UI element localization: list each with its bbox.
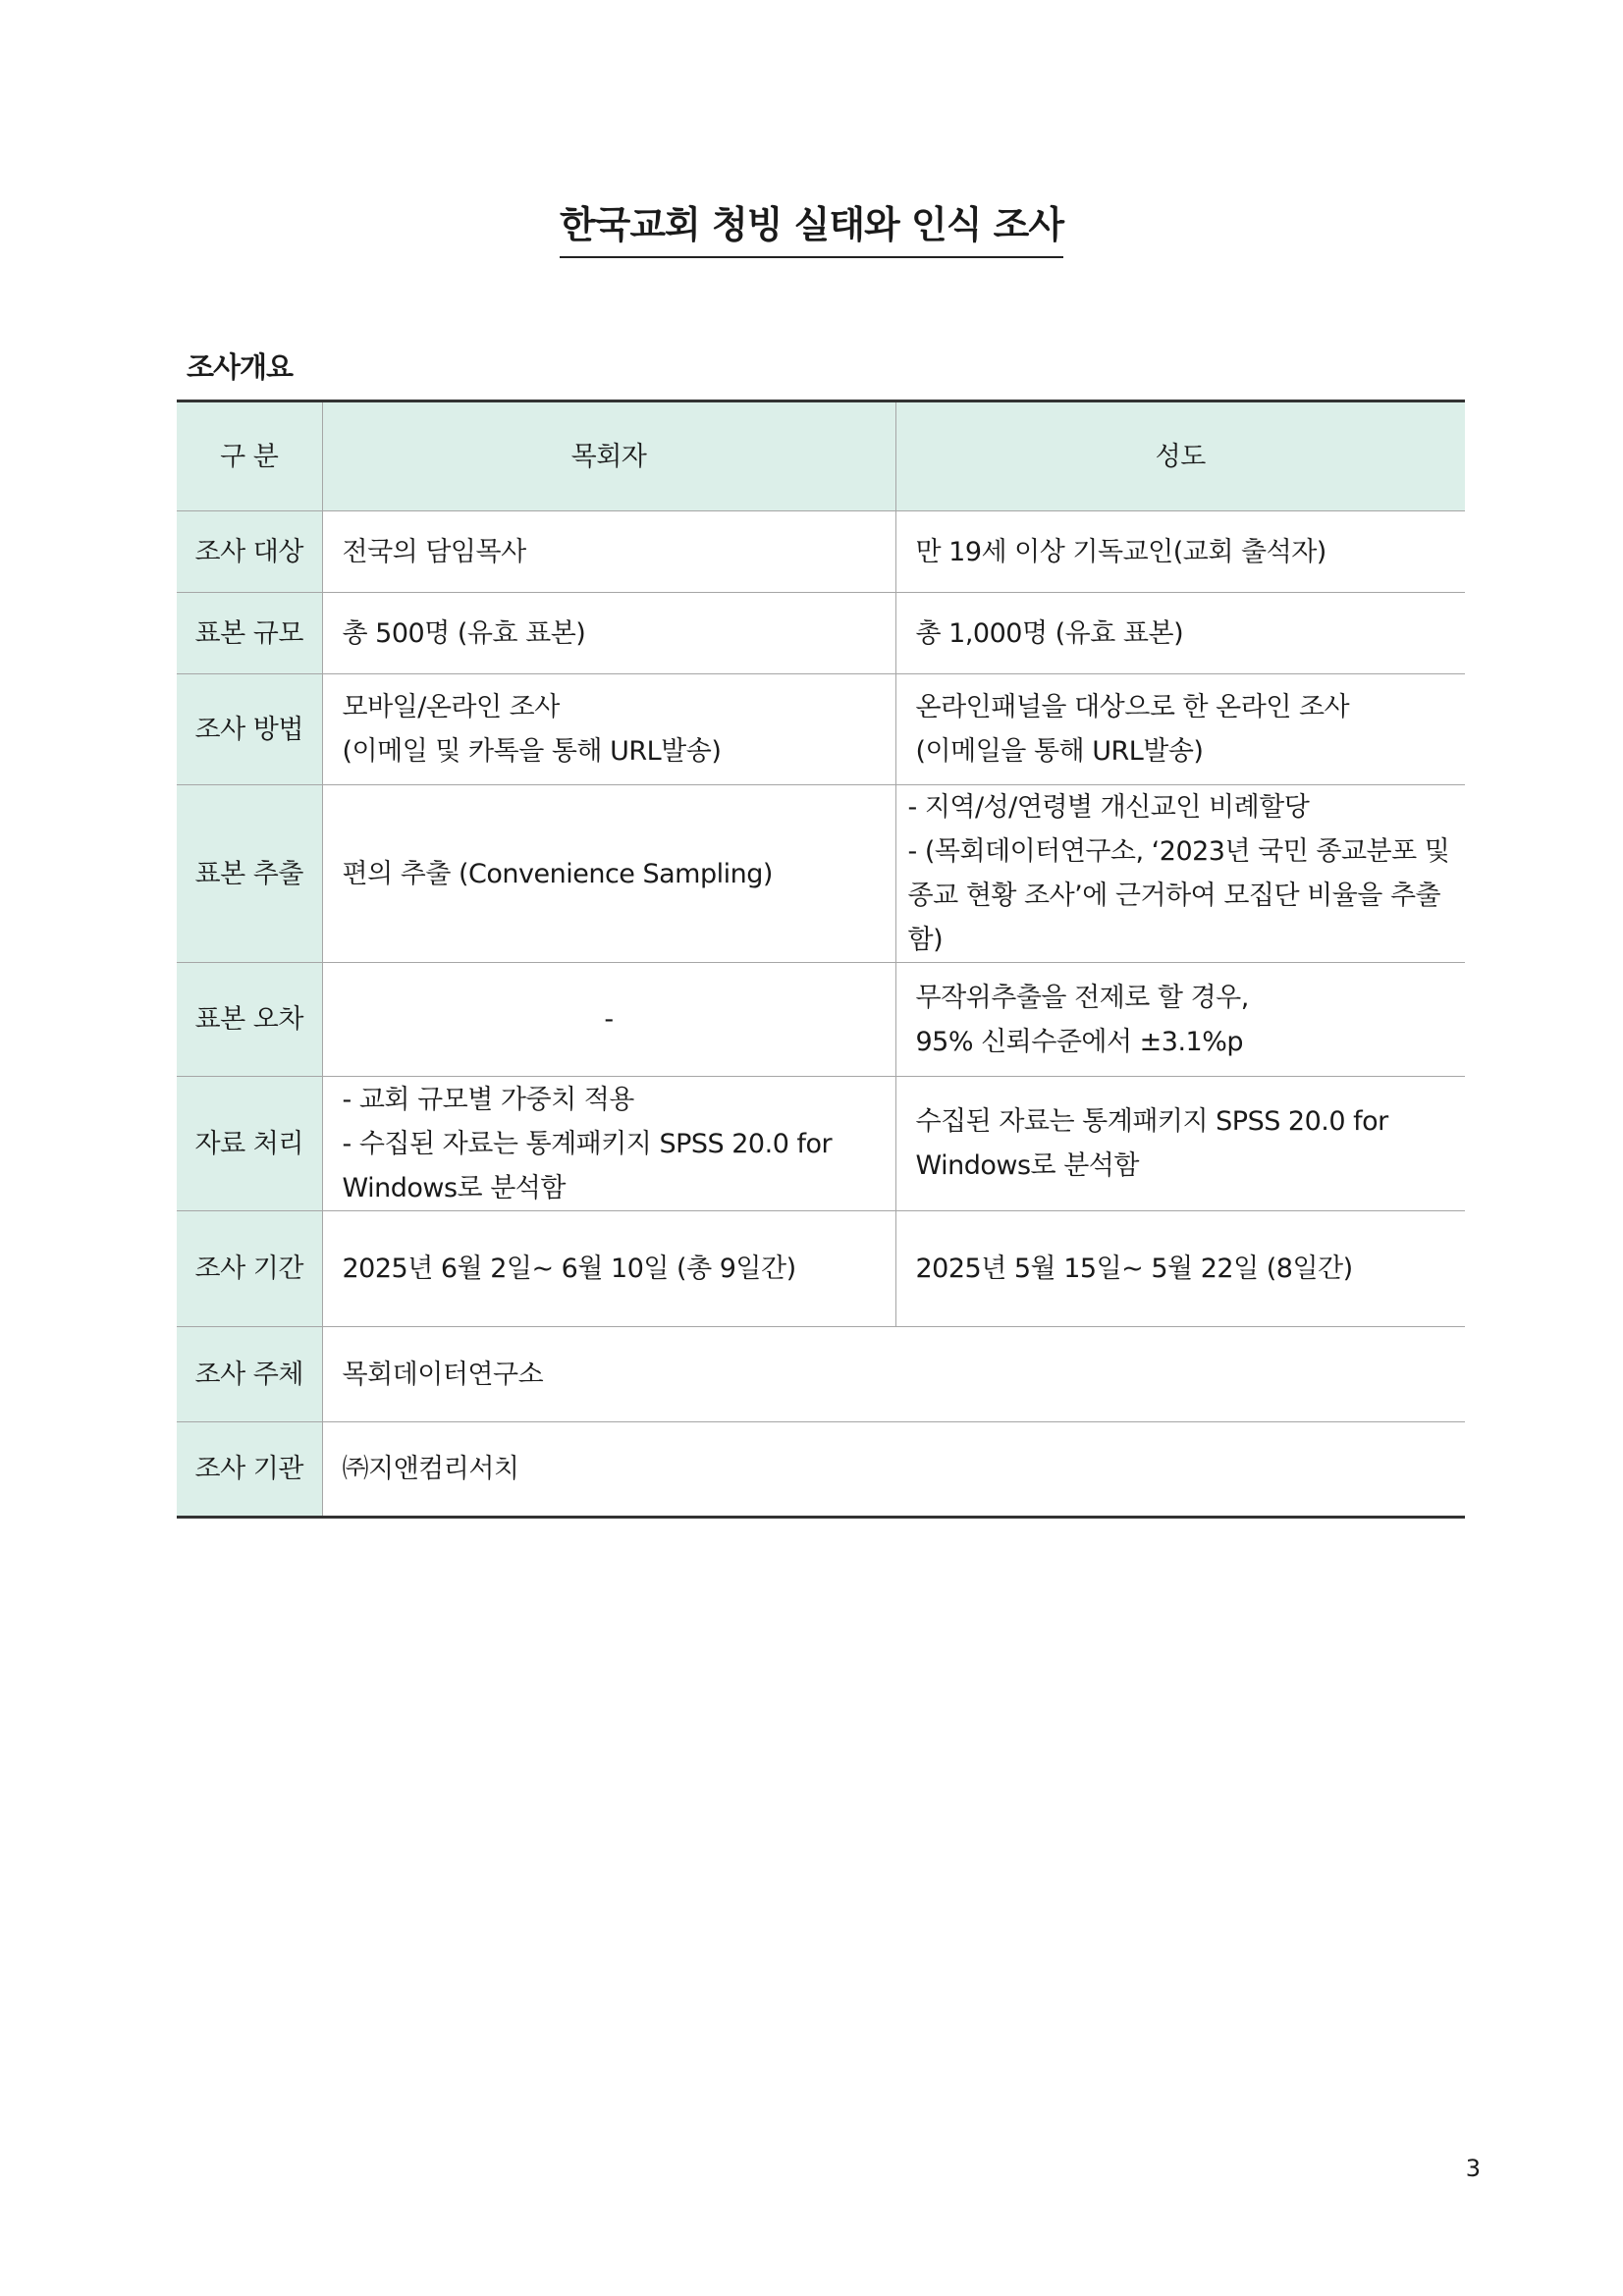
table-row	[177, 674, 1465, 785]
merged-cell: 목회데이터연구소	[322, 1327, 1465, 1422]
row-label: 조사 주체	[177, 1327, 322, 1422]
row-label: 표본 오차	[177, 963, 322, 1077]
cell-line: - 수집된 자료는 통계패키지 SPSS 20.0 for	[342, 1128, 833, 1159]
row-label: 조사 기관	[177, 1422, 322, 1518]
row-label: 조사 방법	[177, 674, 322, 785]
table-row	[177, 593, 1465, 674]
overview-table	[177, 400, 1465, 1519]
cell-line: 온라인패널을 대상으로 한 온라인 조사	[915, 692, 1350, 722]
table-row	[177, 1077, 1465, 1211]
member-cell	[895, 674, 1465, 785]
pastor-cell	[322, 785, 895, 963]
row-label: 조사 기간	[177, 1211, 322, 1327]
member-cell	[895, 785, 1465, 963]
member-cell	[895, 593, 1465, 674]
cell-line: -	[604, 1004, 614, 1035]
cell-line: 종교 현황 조사’에 근거하여 모집단 비율을 추출함)	[907, 881, 1441, 955]
cell-line: 전국의 담임목사	[342, 536, 526, 567]
member-cell	[895, 1077, 1465, 1211]
pastor-cell	[322, 1211, 895, 1327]
cell-line: Windows로 분석함	[342, 1172, 566, 1203]
cell-line: 총 500명 (유효 표본)	[342, 617, 586, 649]
table-row	[177, 1327, 1465, 1422]
cell-line: (이메일을 통해 URL발송)	[915, 736, 1204, 767]
row-label: 자료 처리	[177, 1077, 322, 1211]
table-row	[177, 1422, 1465, 1518]
row-label: 조사 대상	[177, 511, 322, 593]
table-row	[177, 1211, 1465, 1327]
pastor-cell	[322, 1077, 895, 1211]
header-member: 성도	[895, 401, 1465, 511]
cell-line: 총 1,000명 (유효 표본)	[915, 617, 1184, 649]
cell-line: - 지역/성/연령별 개신교인 비례할당	[907, 792, 1310, 823]
cell-line: 모바일/온라인 조사	[342, 692, 560, 722]
row-label: 표본 추출	[177, 785, 322, 963]
cell-line: 2025년 6월 2일~ 6월 10일 (총 9일간)	[342, 1254, 796, 1284]
header-category: 구 분	[177, 401, 322, 511]
pastor-cell	[322, 511, 895, 593]
cell-line: 편의 추출 (Convenience Sampling)	[342, 858, 773, 889]
pastor-cell	[322, 674, 895, 785]
cell-line: 95% 신뢰수준에서 ±3.1%p	[915, 1026, 1244, 1057]
cell-line: 수집된 자료는 통계패키지 SPSS 20.0 for	[915, 1106, 1388, 1137]
row-label: 표본 규모	[177, 593, 322, 674]
member-cell	[895, 1211, 1465, 1327]
document-title-wrap	[0, 194, 1623, 258]
cell-line: (이메일 및 카톡을 통해 URL발송)	[342, 736, 722, 767]
merged-cell: ㈜지앤컴리서치	[322, 1422, 1465, 1518]
section-label: 조사개요	[187, 350, 294, 384]
cell-line: - (목회데이터연구소, ‘2023년 국민 종교분포 및	[907, 836, 1450, 867]
member-cell	[895, 511, 1465, 593]
page-number: 3	[1465, 2155, 1481, 2182]
cell-line: 2025년 5월 15일~ 5월 22일 (8일간)	[915, 1254, 1353, 1284]
table-header-row	[177, 401, 1465, 511]
cell-line: 무작위추출을 전제로 할 경우,	[915, 982, 1249, 1013]
header-pastor: 목회자	[322, 401, 895, 511]
table-row	[177, 511, 1465, 593]
table-row	[177, 963, 1465, 1077]
cell-line: Windows로 분석함	[915, 1150, 1139, 1181]
document-title: 한국교회 청빙 실태와 인식 조사	[560, 194, 1063, 258]
pastor-cell	[322, 963, 895, 1077]
cell-line: - 교회 규모별 가중치 적용	[342, 1084, 634, 1115]
pastor-cell	[322, 593, 895, 674]
member-cell	[895, 963, 1465, 1077]
table-row	[177, 785, 1465, 963]
cell-line: 만 19세 이상 기독교인(교회 출석자)	[915, 536, 1326, 567]
